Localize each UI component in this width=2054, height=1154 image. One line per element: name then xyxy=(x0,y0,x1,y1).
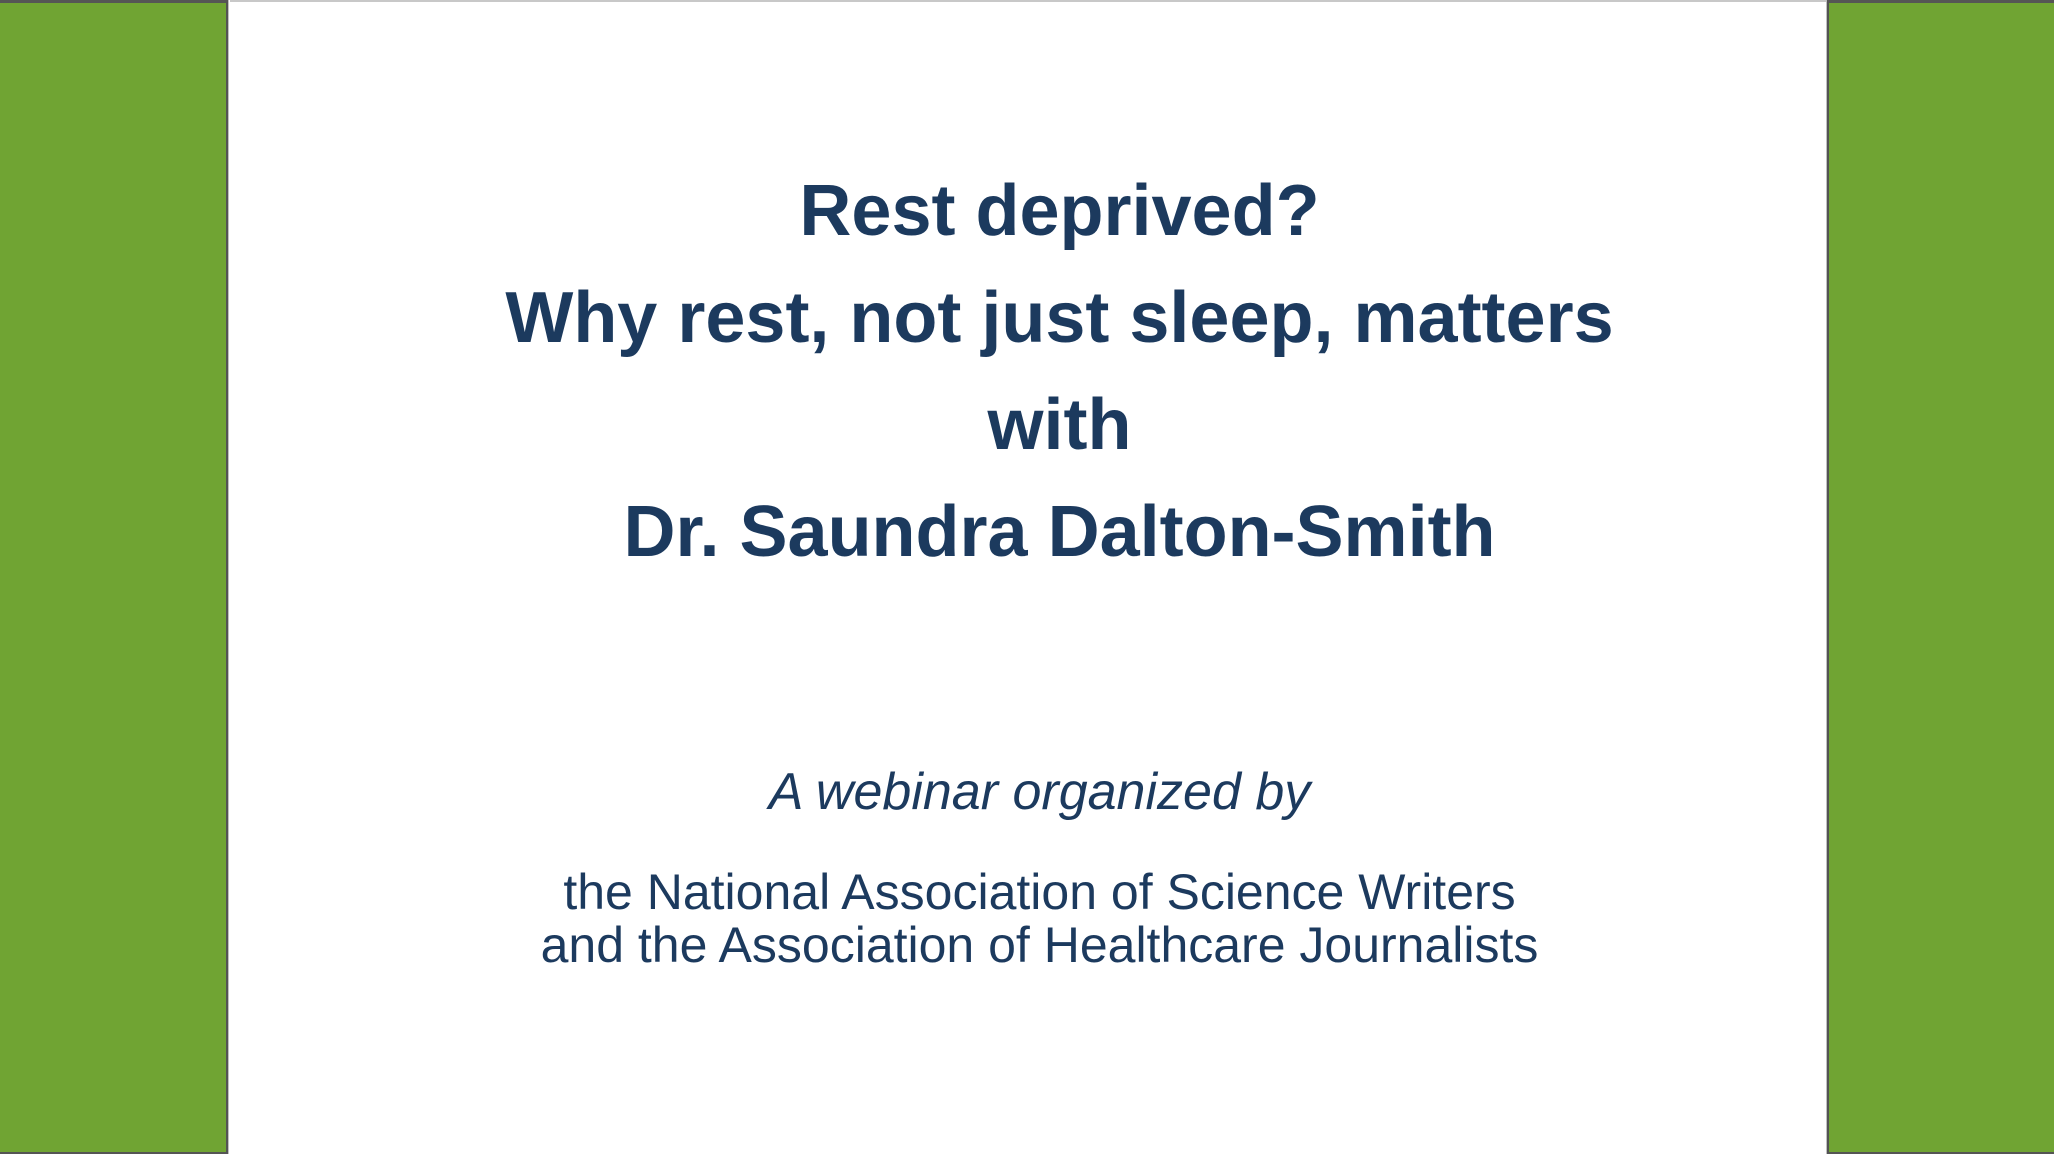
slide-title xyxy=(260,158,1859,586)
title-line-1: Rest deprived? xyxy=(799,171,1320,251)
title-line-3: with xyxy=(987,385,1132,465)
organizer-lines xyxy=(240,866,1839,972)
slide-content xyxy=(228,0,1827,1154)
webinar-subtitle: A webinar organized by xyxy=(768,763,1311,821)
right-accent-bar xyxy=(1827,0,2054,1154)
organizer-line-1: the National Association of Science Writers xyxy=(563,864,1516,920)
title-line-2: Why rest, not just sleep, matters xyxy=(505,278,1614,358)
left-accent-bar xyxy=(0,0,228,1154)
title-line-4: Dr. Saundra Dalton-Smith xyxy=(623,492,1496,572)
organizer-line-2: and the Association of Healthcare Journalists xyxy=(540,917,1539,973)
